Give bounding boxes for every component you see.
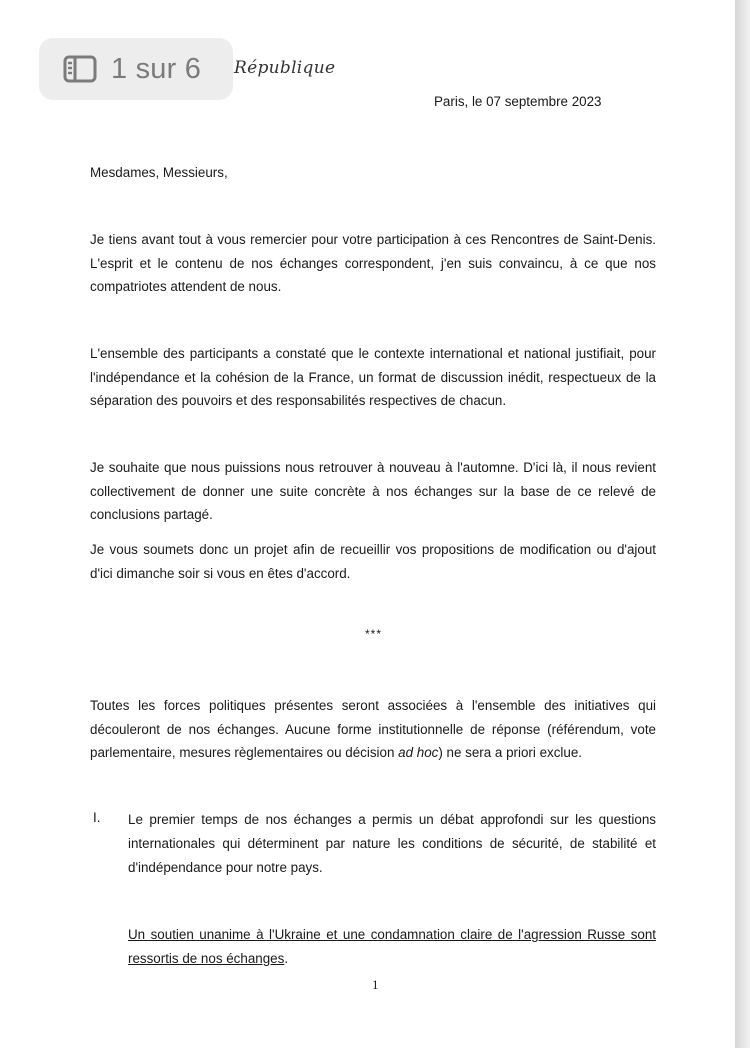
sidebar-icon xyxy=(63,55,97,83)
page-counter-text: 1 sur 6 xyxy=(111,52,202,85)
ukraine-statement-period: . xyxy=(284,951,289,966)
republique-heading: République xyxy=(234,58,336,78)
letter-date: Paris, le 07 septembre 2023 xyxy=(434,94,602,109)
page-number: 1 xyxy=(372,977,379,992)
section-one-text: Le premier temps de nos échanges a permis un débat approfondi sur les questions internationales qui déterminent par nature les conditions de sécurité, de stabilité et d'indépendance pour notre pays. xyxy=(128,812,656,875)
paragraph-forces-text: Toutes les forces politiques présentes seront associées à l'ensemble des initiatives qui découleront de nos échanges. Aucune forme institutionnelle de réponse (référendum, vote parlementaire, mesures règlementaires ou décision xyxy=(90,698,656,760)
ukraine-statement xyxy=(128,923,656,971)
paragraph-context: L'ensemble des participants a constaté que le contexte international et national justifiait, pour l'indépendance et la cohésion de la France, un format de discussion inédit, respectueux de la séparation des pouvoirs et des responsabilités respectives de chacun. xyxy=(90,346,656,408)
paragraph-thanks: Je tiens avant tout à vous remercier pour votre participation à ces Rencontres de Saint-Denis. L'esprit et le contenu de nos échanges correspondent, j'en suis convaincu, à ce que nos compatriotes attendent de nous. xyxy=(90,232,656,294)
ad-hoc-italic: ad hoc xyxy=(398,745,439,760)
ukraine-statement-text: Un soutien unanime à l'Ukraine et une condamnation claire de l'agression Russe sont ressortis de nos échanges xyxy=(128,927,656,966)
section-separator: *** xyxy=(365,627,383,641)
paragraph-autumn: Je souhaite que nous puissions nous retrouver à nouveau à l'automne. D'ici là, il nous revient collectivement de donner une suite concrète à nos échanges sur la base de ce relevé de conclusions partagé. xyxy=(90,460,656,522)
section-numeral: I. xyxy=(93,810,101,825)
page-edge-shadow xyxy=(735,0,750,1048)
paragraph-proposal: Je vous soumets donc un projet afin de recueillir vos propositions de modification ou d'ajout d'ici dimanche soir si vous en êtes d'accord. xyxy=(90,542,656,581)
paragraph-forces xyxy=(90,694,656,765)
salutation: Mesdames, Messieurs, xyxy=(90,165,228,180)
page-counter-badge[interactable] xyxy=(39,38,233,100)
paragraph-forces-end: ) ne sera a priori exclue. xyxy=(438,745,583,760)
